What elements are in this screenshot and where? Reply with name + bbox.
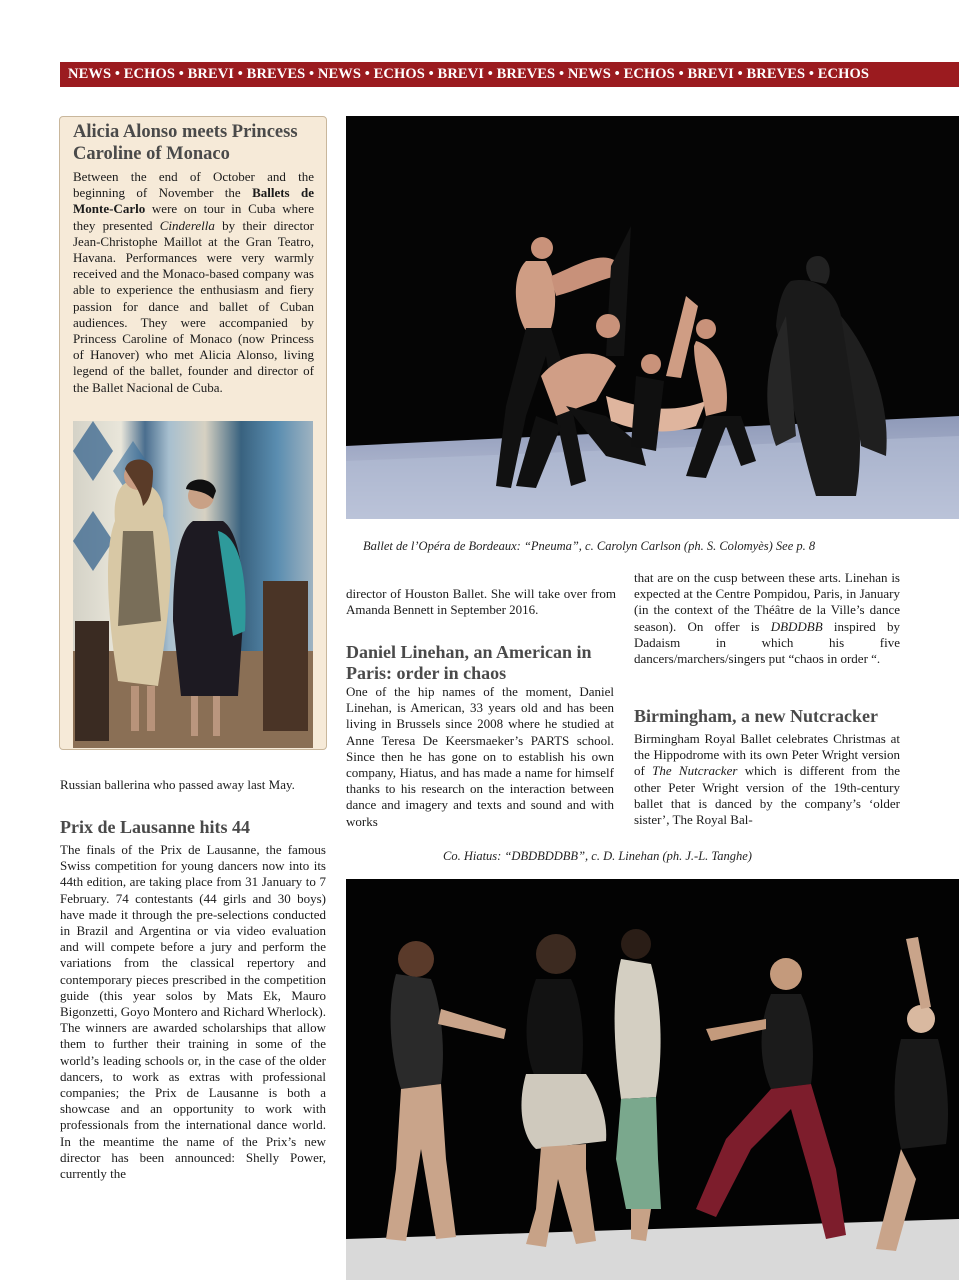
photo-hiatus — [346, 879, 959, 1280]
photo-alonso-caroline-art — [73, 421, 313, 748]
linehan-headline: Daniel Linehan, an American in Paris: order in chaos — [346, 642, 592, 683]
photo-hiatus-art — [346, 879, 959, 1280]
lausanne-headline: Prix de Lausanne hits 44 — [60, 817, 251, 837]
russian-ballerina-line: Russian ballerina who passed away last May. — [60, 777, 295, 792]
photo-pneuma — [346, 116, 959, 519]
section-banner: NEWS • ECHOS • BREVI • BREVES • NEWS • ECHOS • BREVI • BREVES • NEWS • ECHOS • BREVI • BREVES • ECHOS — [60, 62, 959, 87]
birmingham-text: Birmingham Royal Ballet celebrates Christmas at the Hippodrome with its own Peter Wright version of The Nutcracker which is different from the other Peter Wright version of the 19th-century ballet that is danced by the company’s ‘older sister’, The Royal Bal- — [634, 731, 900, 828]
houston-text: director of Houston Ballet. She will take over from Amanda Bennett in September 2016. — [346, 586, 616, 618]
alonso-headline: Alicia Alonso meets Princess Caroline of Monaco — [73, 122, 298, 164]
linehan-continued-text: that are on the cusp between these arts. Linehan is expected at the Centre Pompidou, Paris, in January (in the context of the Théâtre de la Ville’s dance season). On offer is DBDDBB inspired by Dadaism in which his five dancers/marchers/singers put “chaos in order “. — [634, 570, 900, 667]
alonso-text: Between the end of October and the beginning of November the Ballets de Monte-Carlo were on tour in Cuba where they presented Cinderella by their director Jean-Christophe Maillot at the Gran Teatro, Havana. Performances were very warmly received and the Monaco-based company was able to experience the enthusiasm and fiery passion for dance and ballet of Cuban audiences. They were accompanied by Princess Caroline of Monaco (now Princess of Hanover) who met Alicia Alonso, living legend of the ballet, founder and director of the Ballet Nacional de Cuba. — [73, 169, 314, 395]
photo-pneuma-art — [346, 116, 959, 519]
linehan-text: One of the hip names of the moment, Daniel Linehan, is American, 33 years old and has been living in Brussels since 2008 where he studied at Anne Teresa De Keersmaeker’s PARTS school. Since then he has gone on to establish his own company, Hiatus, and has made a name for himself thanks to his research on the interaction between dance and imagery and texts and sound and with works — [346, 684, 614, 829]
pneuma-caption: Ballet de l’Opéra de Bordeaux: “Pneuma”, c. Carolyn Carlson (ph. S. Colomyès) See p. 8 — [363, 539, 816, 553]
photo-alonso-caroline — [73, 421, 313, 748]
birmingham-headline: Birmingham, a new Nutcracker — [634, 706, 878, 726]
hiatus-caption: Co. Hiatus: “DBDBDDBB”, c. D. Linehan (ph. J.-L. Tanghe) — [443, 849, 752, 863]
lausanne-text: The finals of the Prix de Lausanne, the famous Swiss competition for young dancers now into its 44th edition, are taking place from 31 January to 7 February. 74 contestants (44 girls and 30 boys) have made it through the pre-selections conducted in Brazil and Argentina or via video evaluation and will compete before a jury and perform the variations from the classical repertory and contemporary pieces prescribed in the competition guide (this year solos by Mats Ek, Mauro Bigonzetti, Goyo Montero and Richard Wherlock). The winners are awarded scholarships that allow them to further their training in some of the world’s leading schools or, in the case of the older dancers, to work as extras with professional companies; the Prix de Lausanne is both a showcase and an opportunity to work with professionals from the international dance world. In the meantime the name of the Prix’s new director has been announced: Shelly Power, currently the — [60, 842, 326, 1182]
